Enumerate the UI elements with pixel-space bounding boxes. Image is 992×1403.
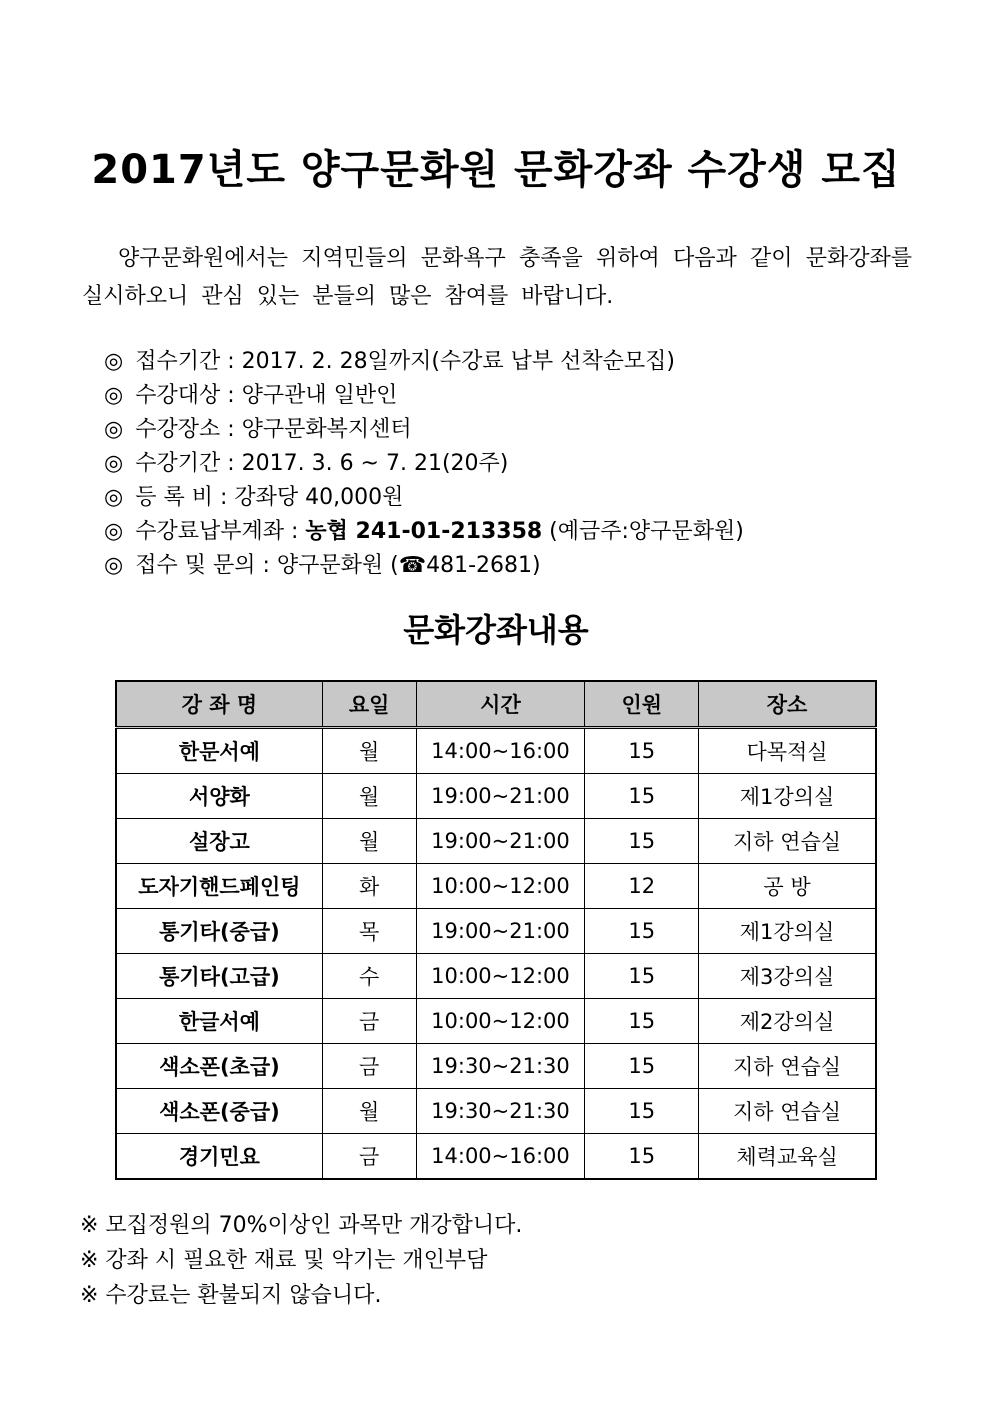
page-title: 2017년도 양구문화원 문화강좌 수강생 모집 bbox=[91, 147, 901, 193]
cell-time: 19:00~21:00 bbox=[416, 774, 585, 819]
cell-time: 14:00~16:00 bbox=[416, 1134, 585, 1180]
table-row bbox=[116, 954, 876, 999]
cell-time: 19:30~21:30 bbox=[416, 1044, 585, 1089]
note-item: ※ 수강료는 환불되지 않습니다. bbox=[80, 1283, 382, 1308]
note-item: ※ 강좌 시 필요한 재료 및 악기는 개인부담 bbox=[80, 1248, 488, 1273]
cell-location: 공 방 bbox=[699, 864, 876, 909]
cell-course-name: 한글서예 bbox=[116, 999, 322, 1044]
info-item-place bbox=[104, 413, 904, 447]
info-item-course-period bbox=[104, 447, 904, 481]
table-body bbox=[116, 728, 876, 1180]
cell-time: 19:00~21:00 bbox=[416, 819, 585, 864]
circle-mark-icon: ◎ bbox=[104, 519, 124, 544]
cell-location: 다목적실 bbox=[699, 728, 876, 774]
info-account-number: 농협 241-01-213358 bbox=[305, 519, 543, 544]
note-item: ※ 모집정원의 70%이상인 과목만 개강합니다. bbox=[80, 1213, 523, 1238]
section-title: 문화강좌내용 bbox=[403, 611, 589, 649]
cell-location: 제2강의실 bbox=[699, 999, 876, 1044]
info-contact-phone: 481-2681) bbox=[426, 553, 541, 578]
intro-paragraph: 양구문화원에서는 지역민들의 문화욕구 충족을 위하여 다음과 같이 문화강좌를 실시하오니 관심 있는 분들의 많은 참여를 바랍니다. bbox=[82, 246, 912, 309]
table-row bbox=[116, 909, 876, 954]
header-time: 시간 bbox=[416, 681, 585, 728]
circle-mark-icon: ◎ bbox=[104, 349, 124, 374]
table-row bbox=[116, 864, 876, 909]
info-place-text: 수강장소 : 양구문화복지센터 bbox=[135, 417, 412, 442]
cell-day: 월 bbox=[322, 728, 416, 774]
table-row bbox=[116, 728, 876, 774]
info-target-text: 수강대상 : 양구관내 일반인 bbox=[135, 383, 398, 408]
cell-day: 수 bbox=[322, 954, 416, 999]
cell-time: 10:00~12:00 bbox=[416, 954, 585, 999]
cell-course-name: 경기민요 bbox=[116, 1134, 322, 1180]
cell-capacity: 15 bbox=[585, 954, 699, 999]
info-item-target bbox=[104, 379, 904, 413]
cell-course-name: 색소폰(초급) bbox=[116, 1044, 322, 1089]
header-day: 요일 bbox=[322, 681, 416, 728]
cell-time: 19:30~21:30 bbox=[416, 1089, 585, 1134]
info-course-period-text: 수강기간 : 2017. 3. 6 ~ 7. 21(20주) bbox=[135, 451, 509, 476]
cell-day: 월 bbox=[322, 774, 416, 819]
cell-capacity: 15 bbox=[585, 774, 699, 819]
cell-location: 지하 연습실 bbox=[699, 1089, 876, 1134]
circle-mark-icon: ◎ bbox=[104, 485, 124, 510]
info-list bbox=[104, 345, 904, 583]
cell-location: 지하 연습실 bbox=[699, 819, 876, 864]
cell-capacity: 15 bbox=[585, 999, 699, 1044]
circle-mark-icon: ◎ bbox=[104, 383, 124, 408]
cell-day: 화 bbox=[322, 864, 416, 909]
cell-location: 체력교육실 bbox=[699, 1134, 876, 1180]
cell-time: 10:00~12:00 bbox=[416, 999, 585, 1044]
cell-course-name: 서양화 bbox=[116, 774, 322, 819]
circle-mark-icon: ◎ bbox=[104, 451, 124, 476]
cell-time: 19:00~21:00 bbox=[416, 909, 585, 954]
header-course-name: 강 좌 명 bbox=[116, 681, 322, 728]
info-item-account bbox=[104, 515, 904, 549]
cell-location: 제3강의실 bbox=[699, 954, 876, 999]
info-account-holder: (예금주:양구문화원) bbox=[542, 519, 744, 544]
info-period-text: 접수기간 : 2017. 2. 28일까지(수강료 납부 선착순모집) bbox=[135, 349, 675, 374]
notes-list bbox=[80, 1208, 910, 1313]
table-row bbox=[116, 1089, 876, 1134]
circle-mark-icon: ◎ bbox=[104, 417, 124, 442]
info-item-period bbox=[104, 345, 904, 379]
table-header-row bbox=[116, 681, 876, 728]
info-item-contact bbox=[104, 549, 904, 583]
header-capacity: 인원 bbox=[585, 681, 699, 728]
info-fee-text: 등 록 비 : 강좌당 40,000원 bbox=[135, 485, 404, 510]
cell-capacity: 15 bbox=[585, 1134, 699, 1180]
cell-location: 제1강의실 bbox=[699, 909, 876, 954]
table-row bbox=[116, 999, 876, 1044]
cell-day: 목 bbox=[322, 909, 416, 954]
course-table bbox=[115, 680, 877, 1180]
cell-course-name: 통기타(중급) bbox=[116, 909, 322, 954]
cell-capacity: 15 bbox=[585, 819, 699, 864]
cell-course-name: 색소폰(중급) bbox=[116, 1089, 322, 1134]
cell-capacity: 15 bbox=[585, 1089, 699, 1134]
cell-day: 금 bbox=[322, 1044, 416, 1089]
circle-mark-icon: ◎ bbox=[104, 553, 124, 578]
cell-course-name: 통기타(고급) bbox=[116, 954, 322, 999]
cell-capacity: 15 bbox=[585, 909, 699, 954]
cell-course-name: 한문서예 bbox=[116, 728, 322, 774]
cell-day: 금 bbox=[322, 999, 416, 1044]
cell-day: 월 bbox=[322, 1089, 416, 1134]
info-account-label: 수강료납부계좌 : bbox=[135, 519, 306, 544]
table-row bbox=[116, 819, 876, 864]
cell-course-name: 설장고 bbox=[116, 819, 322, 864]
cell-time: 14:00~16:00 bbox=[416, 728, 585, 774]
header-location: 장소 bbox=[699, 681, 876, 728]
table-row bbox=[116, 1044, 876, 1089]
table-row bbox=[116, 1134, 876, 1180]
cell-location: 지하 연습실 bbox=[699, 1044, 876, 1089]
cell-location: 제1강의실 bbox=[699, 774, 876, 819]
cell-course-name: 도자기핸드페인팅 bbox=[116, 864, 322, 909]
cell-capacity: 15 bbox=[585, 1044, 699, 1089]
cell-day: 금 bbox=[322, 1134, 416, 1180]
table-row bbox=[116, 774, 876, 819]
info-contact-prefix: 접수 및 문의 : 양구문화원 ( bbox=[135, 553, 399, 578]
cell-capacity: 12 bbox=[585, 864, 699, 909]
cell-time: 10:00~12:00 bbox=[416, 864, 585, 909]
phone-icon: ☎ bbox=[398, 553, 427, 578]
info-item-fee bbox=[104, 481, 904, 515]
cell-day: 월 bbox=[322, 819, 416, 864]
cell-capacity: 15 bbox=[585, 728, 699, 774]
